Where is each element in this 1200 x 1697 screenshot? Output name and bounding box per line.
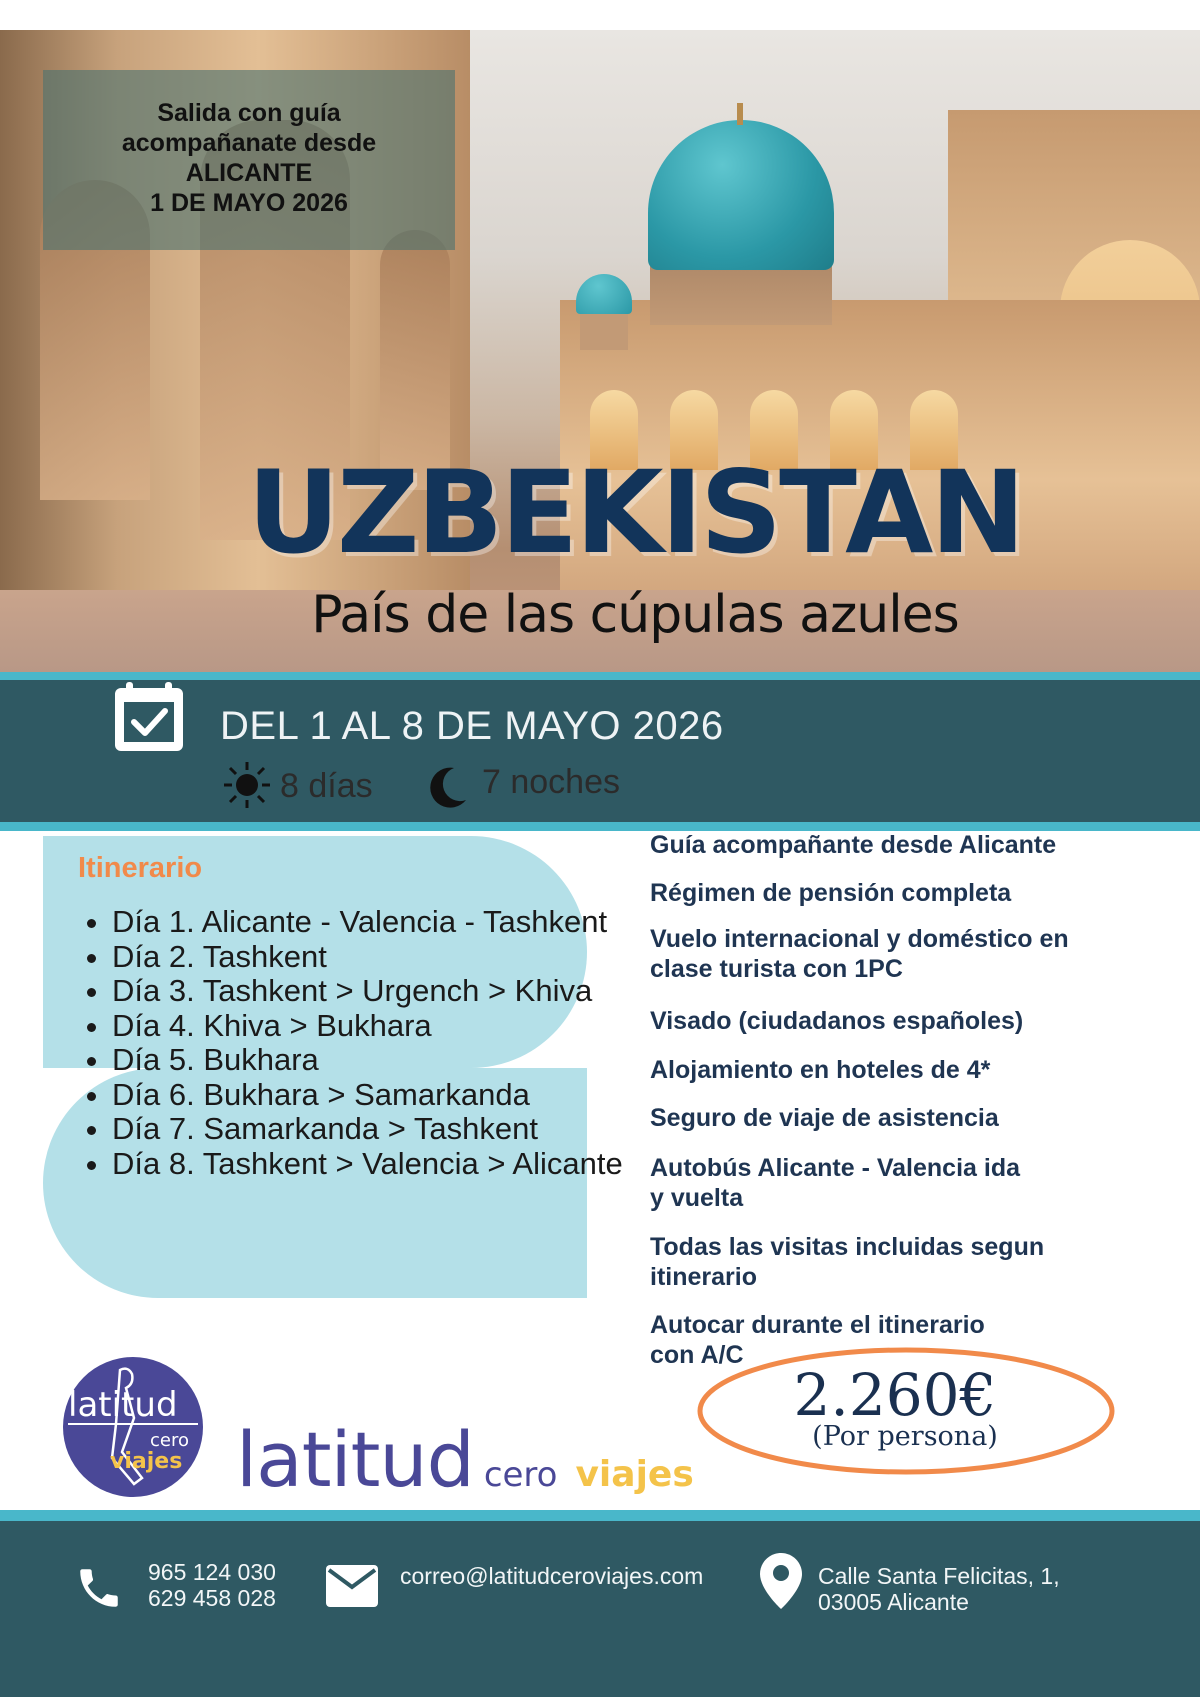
dome-finial xyxy=(737,103,743,125)
guide-line-2: acompañanate desde xyxy=(121,129,377,157)
brand-name: latitud xyxy=(236,1415,474,1504)
price-amount: 2.260€ xyxy=(793,1361,997,1429)
logo-word-2: cero xyxy=(150,1430,189,1451)
phone-2[interactable]: 629 458 028 xyxy=(148,1585,276,1611)
feature-guide xyxy=(650,830,1190,860)
address-line-2: 03005 Alicante xyxy=(818,1589,969,1615)
location-pin-icon xyxy=(760,1553,802,1609)
itinerary-day-1: • Día 1. Alicante - Valencia - Tashkent xyxy=(112,905,632,940)
feature-board xyxy=(650,878,1190,908)
itinerary-list xyxy=(70,905,632,1181)
footer-stripe xyxy=(0,1510,1200,1521)
guide-info-text xyxy=(43,98,455,218)
phone-1[interactable]: 965 124 030 xyxy=(148,1559,276,1585)
hero-bottom-stripe xyxy=(0,672,1200,680)
phone-icon xyxy=(74,1563,124,1613)
feature-board-line1: Régimen de pensión completa xyxy=(650,879,1012,907)
feature-guide-line1: Guía acompañante desde Alicante xyxy=(650,831,1057,859)
blue-dome xyxy=(648,120,834,270)
calendar-check-icon xyxy=(112,682,186,754)
itinerary-title: Itinerario xyxy=(78,852,203,884)
price-note: (Por persona) xyxy=(812,1421,998,1452)
itinerary-day-7: • Día 7. Samarkanda > Tashkent xyxy=(112,1112,632,1147)
feature-coach-line2: con A/C xyxy=(650,1341,744,1369)
trip-days: 8 días xyxy=(280,767,373,805)
feature-visa xyxy=(650,1006,1190,1036)
itinerary-day-6: • Día 6. Bukhara > Samarkanda xyxy=(112,1078,632,1113)
guide-line-1: Salida con guía xyxy=(157,99,341,127)
footer xyxy=(0,1521,1200,1697)
address-line-1: Calle Santa Felicitas, 1, xyxy=(818,1563,1060,1589)
feature-visa-line1: Visado (ciudadanos españoles) xyxy=(650,1007,1024,1035)
guide-line-3: ALICANTE xyxy=(185,159,313,187)
brand-wordmark xyxy=(236,1415,694,1504)
small-dome-drum xyxy=(580,310,628,350)
itinerary-day-4: • Día 4. Khiva > Bukhara xyxy=(112,1009,632,1044)
brand-sub-viajes: viajes xyxy=(575,1454,694,1495)
trip-nights: 7 noches xyxy=(482,763,620,801)
guide-line-4: 1 DE MAYO 2026 xyxy=(150,189,348,217)
feature-coach-line1: Autocar durante el itinerario xyxy=(650,1311,985,1339)
envelope-icon xyxy=(326,1565,378,1607)
feature-bus-line1: Autobús Alicante - Valencia ida xyxy=(650,1154,1020,1182)
moon-icon xyxy=(424,764,468,810)
feature-visits-line2: itinerario xyxy=(650,1263,757,1291)
feature-insurance xyxy=(650,1103,1190,1133)
feature-hotels xyxy=(650,1055,1190,1085)
logo-word-1: latitud xyxy=(68,1385,178,1425)
destination-subtitle: País de las cúpulas azules xyxy=(311,585,959,645)
feature-bus-line2: y vuelta xyxy=(650,1184,744,1212)
brand-sub-cero: cero xyxy=(483,1455,558,1495)
email-link[interactable]: correo@latitudceroviajes.com xyxy=(400,1563,704,1589)
sun-icon xyxy=(222,760,272,810)
itinerary-day-5: • Día 5. Bukhara xyxy=(112,1043,632,1078)
feature-hotels-line1: Alojamiento en hoteles de 4* xyxy=(650,1056,991,1084)
itinerary-day-2: • Día 2. Tashkent xyxy=(112,940,632,975)
itinerary-day-3: • Día 3. Tashkent > Urgench > Khiva xyxy=(112,974,632,1009)
small-blue-dome xyxy=(576,274,632,314)
destination-title: UZBEKISTAN xyxy=(247,446,1023,579)
feature-flight-line2: clase turista con 1PC xyxy=(650,955,903,983)
feature-visits xyxy=(650,1232,1190,1292)
trip-dates: DEL 1 AL 8 DE MAYO 2026 xyxy=(220,704,724,748)
logo-word-3: viajes xyxy=(110,1449,183,1474)
feature-flight xyxy=(650,924,1190,984)
feature-insurance-line1: Seguro de viaje de asistencia xyxy=(650,1104,999,1132)
itinerary-day-8: • Día 8. Tashkent > Valencia > Alicante xyxy=(112,1147,632,1182)
feature-flight-line1: Vuelo internacional y doméstico en xyxy=(650,925,1069,953)
feature-bus xyxy=(650,1153,1190,1213)
feature-visits-line1: Todas las visitas incluidas segun xyxy=(650,1233,1045,1261)
latitud-cero-logo xyxy=(62,1356,204,1498)
